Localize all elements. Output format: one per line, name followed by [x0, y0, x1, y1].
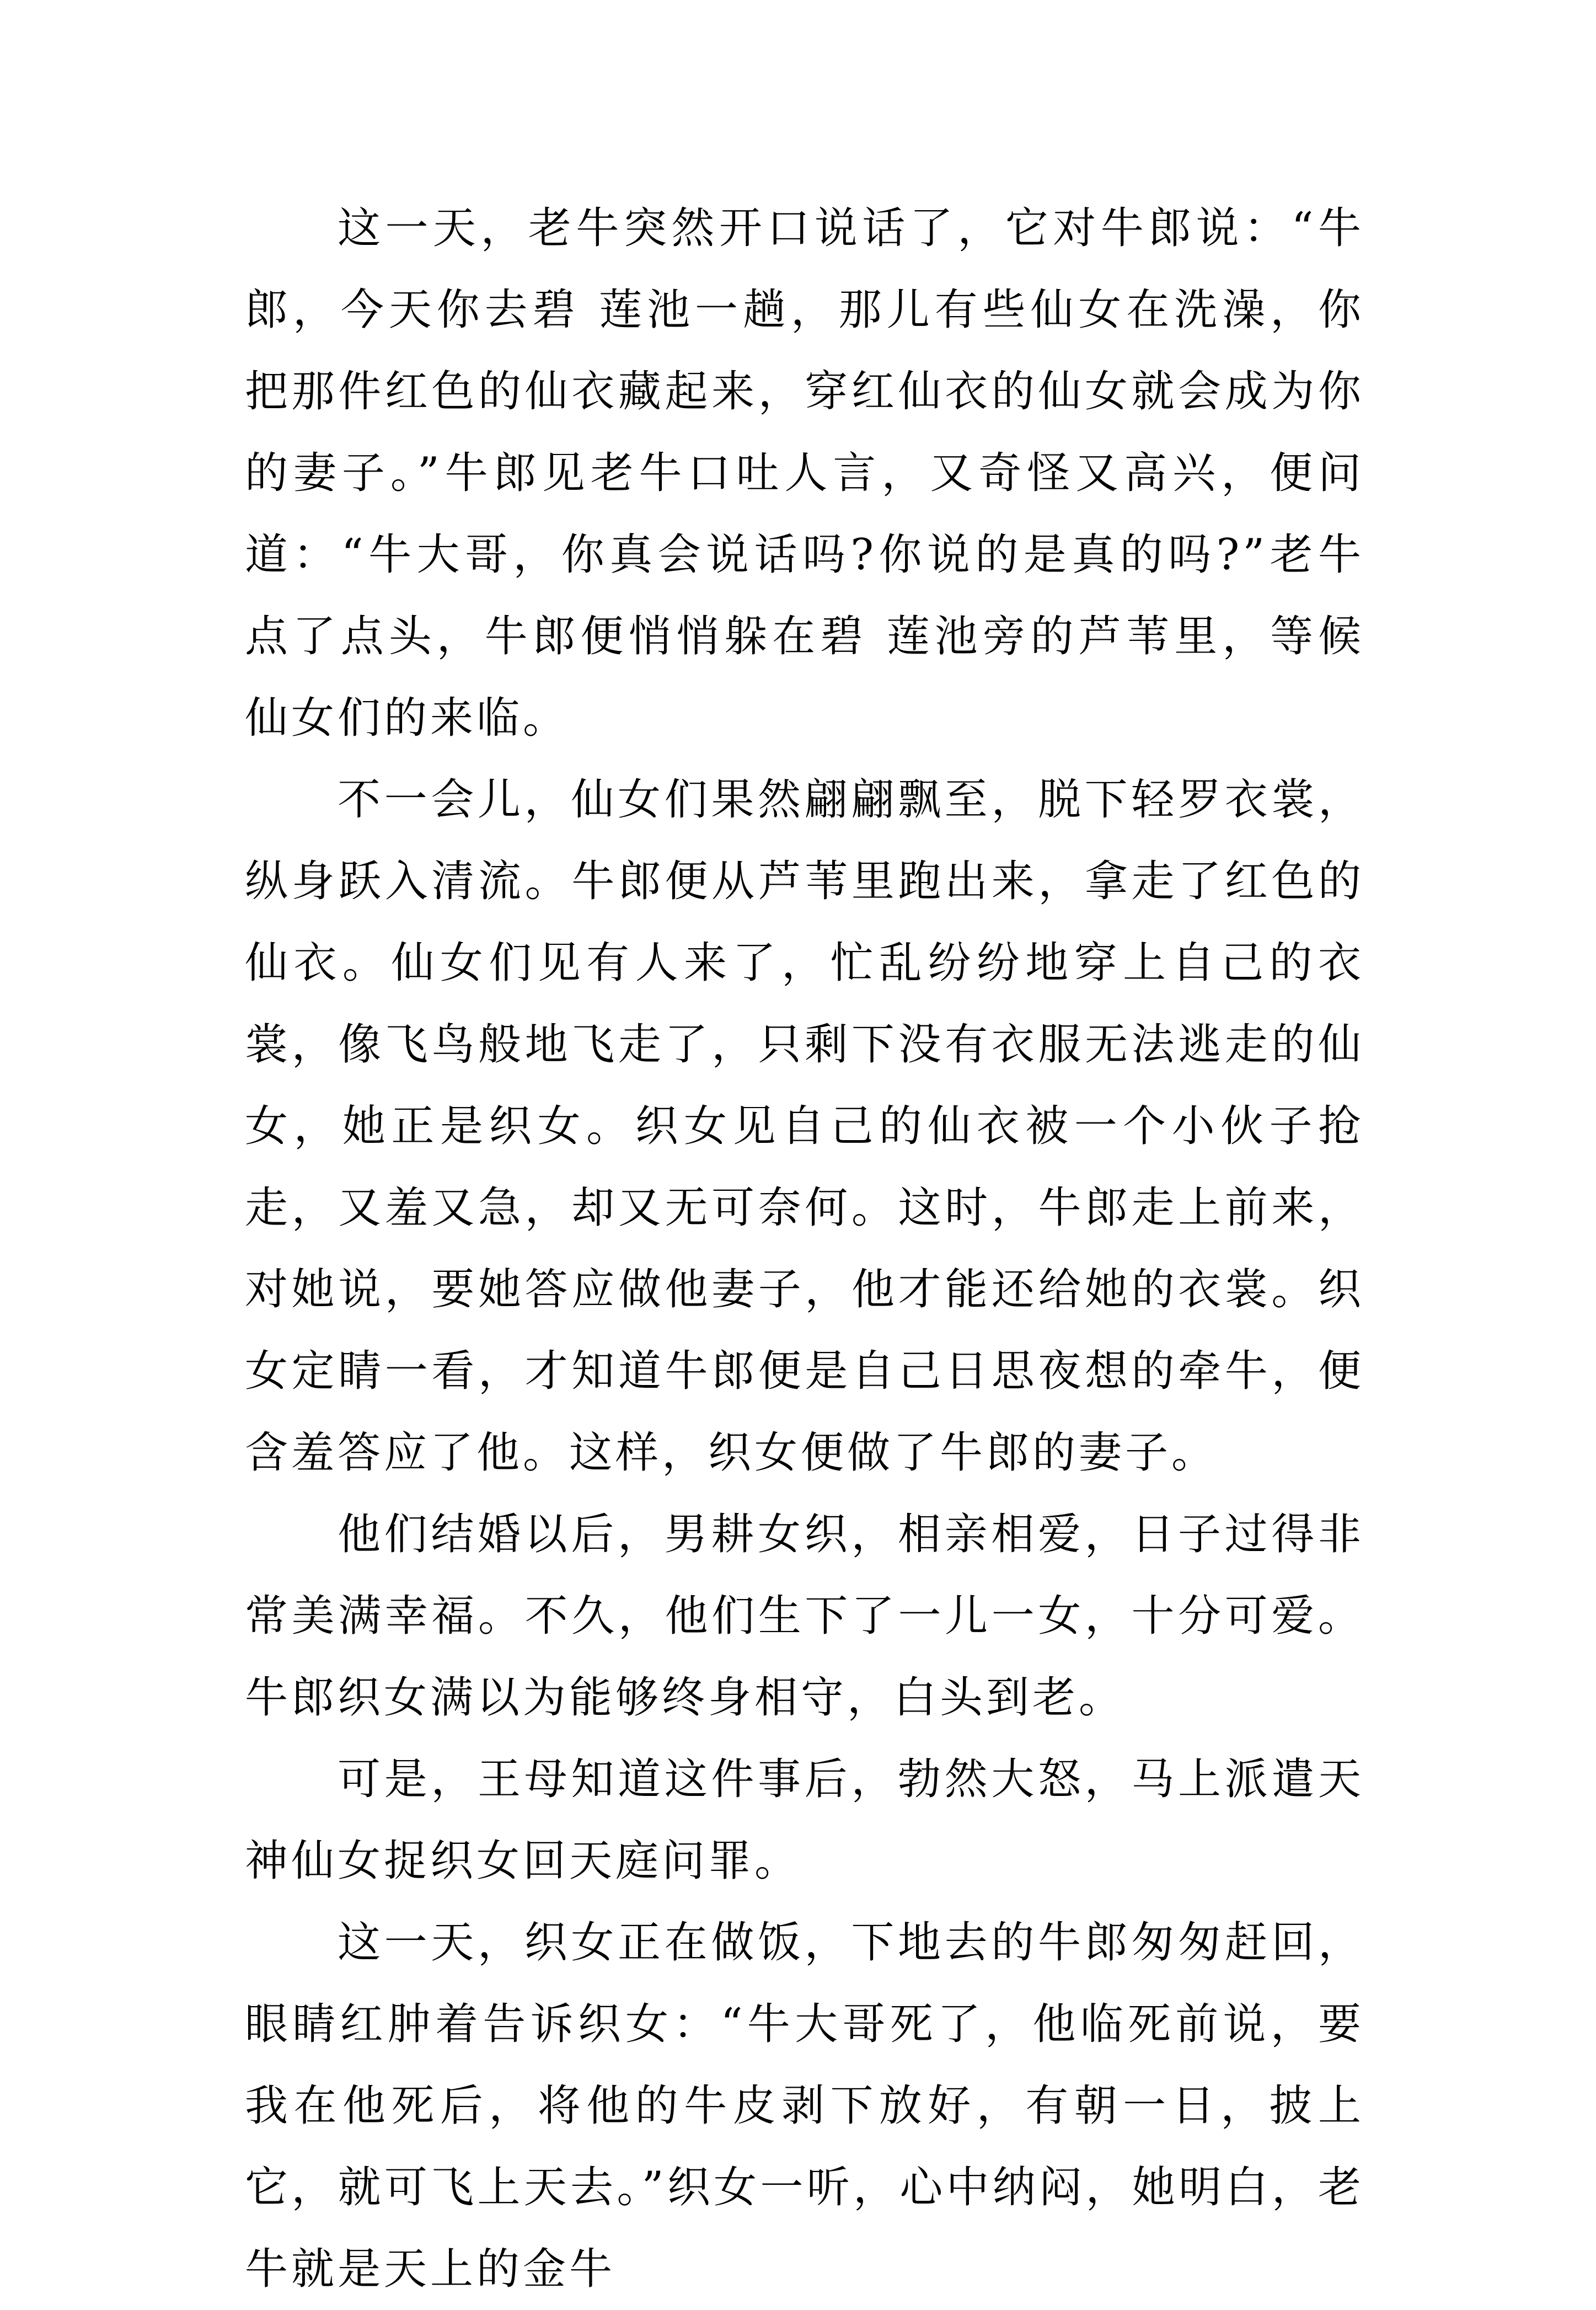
paragraph-1: 这一天，老牛突然开口说话了，它对牛郎说：“牛郎，今天你去碧 莲池一趟，那儿有些仙女在洗澡，你把那件红色的仙衣藏起来，穿红仙衣的仙女就会成为你的妻子。”牛郎见老牛口吐人言，又奇怪又高兴，便问道：“牛大哥，你真会说话吗?你说的是真的吗?”老牛点了点头，牛郎便悄悄躲在碧 莲池旁的芦苇里，等候仙女们的来临。 — [245, 204, 1364, 743]
paragraph-3: 他们结婚以后，男耕女织，相亲相爱，日子过得非常美满幸福。不久，他们生下了一儿一女，十分可爱。牛郎织女满以为能够终身相守，白头到老。 — [245, 1510, 1364, 1723]
paragraph-5: 这一天，织女正在做饭，下地去的牛郎匆匆赶回，眼睛红肿着告诉织女：“牛大哥死了，他临死前说，要我在他死后，将他的牛皮剥下放好，有朝一日，披上它，就可飞上天去。”织女一听，心中纳闷，她明白，老牛就是天上的金牛 — [245, 1918, 1364, 2294]
document-body — [245, 188, 1364, 2310]
paragraph-2: 不一会儿，仙女们果然翩翩飘至，脱下轻罗衣裳，纵身跃入清流。牛郎便从芦苇里跑出来，拿走了红色的仙衣。仙女们见有人来了，忙乱纷纷地穿上自己的衣裳，像飞鸟般地飞走了，只剩下没有衣服无法逃走的仙女，她正是织女。织女见自己的仙衣被一个小伙子抢走，又羞又急，却又无可奈何。这时，牛郎走上前来，对她说，要她答应做他妻子，他才能还给她的衣裳。织女定睛一看，才知道牛郎便是自己日思夜想的牵牛，便含羞答应了他。这样，织女便做了牛郎的妻子。 — [245, 775, 1364, 1478]
paragraph-4: 可是，王母知道这件事后，勃然大怒，马上派遣天神仙女捉织女回天庭问罪。 — [245, 1755, 1364, 1886]
